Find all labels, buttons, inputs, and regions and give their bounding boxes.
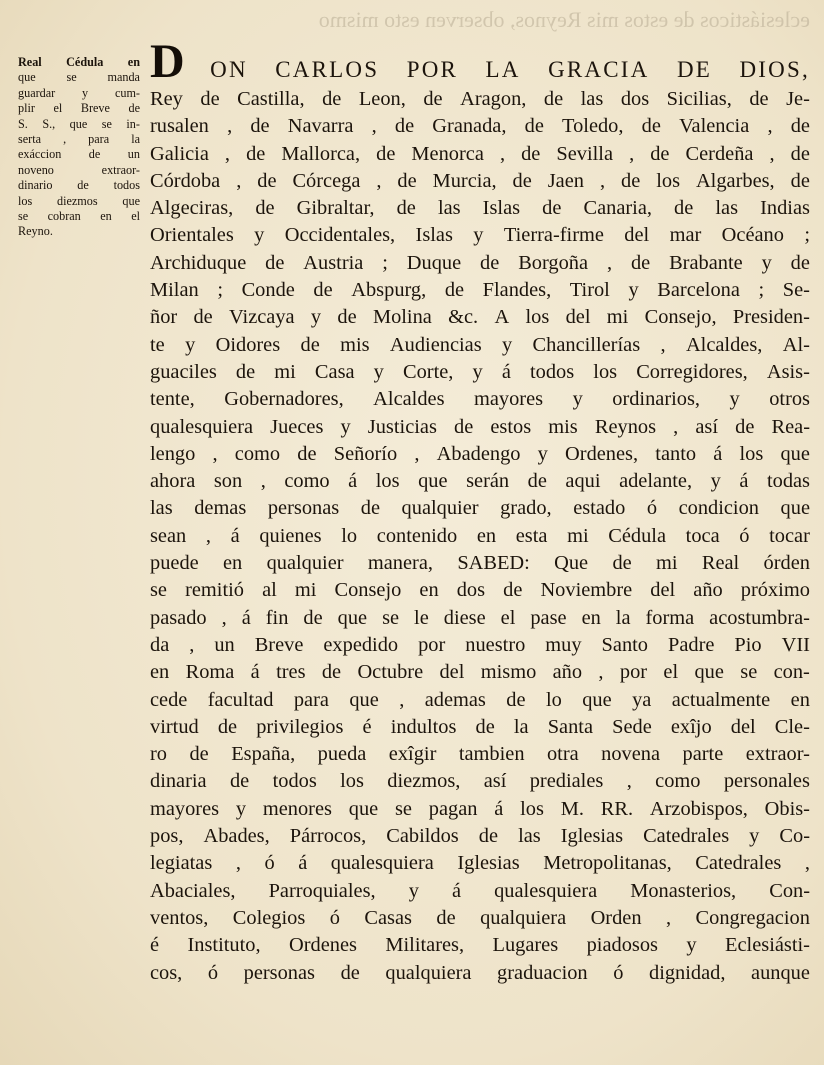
margin-note-line: se cobran en el [18,209,140,224]
text-line: cede facultad para que , ademas de lo que ya actualmente en [150,688,810,711]
text-line: virtud de privilegios é indultos de la Santa Sede exîjo del Cle- [150,715,810,738]
first-line-word: DIOS, [739,57,810,82]
text-line: tente, Gobernadores, Alcaldes mayores y ordinarios, y otros [150,388,810,411]
margin-note-line: dinario de todos [18,178,140,193]
text-line: pos, Abades, Párrocos, Cabildos de las Iglesias Catedrales y Co- [150,825,810,848]
margin-note [18,55,140,240]
text-line: legiatas , ó á qualesquiera Iglesias Metropolitanas, Catedrales , [150,852,810,875]
text-line: ventos, Colegios ó Casas de qualquiera Orden , Congregacion [150,906,810,929]
text-line: Rey de Castilla, de Leon, de Aragon, de las dos Sicilias, de Je- [150,88,810,110]
text-line: pasado , á fin de que se le diese el pase en la forma acostumbra- [150,606,810,629]
main-text [150,35,810,987]
text-line: en Roma á tres de Octubre del mismo año , por el que se con- [150,661,810,684]
text-line: ahora son , como á los que serán de aqui adelante, y á todas [150,470,810,493]
first-line-word: ON [210,57,248,82]
text-line: da , un Breve expedido por nuestro muy Santo Padre Pio VII [150,633,810,656]
text-line: te y Oidores de mis Audiencias y Chancillerías , Alcaldes, Al- [150,333,810,356]
text-line: qualesquiera Jueces y Justicias de estos mis Reynos , así de Rea- [150,415,810,438]
text-line: rusalen , de Navarra , de Granada, de Toledo, de Valencia , de [150,115,810,138]
margin-note-line: noveno extraor- [18,162,140,177]
text-line: Córdoba , de Córcega , de Murcia, de Jaen , de los Algarbes, de [150,169,810,192]
margin-note-line: guardar y cum- [18,85,140,100]
first-line [150,35,810,88]
text-line: guaciles de mi Casa y Corte, y á todos los Corregidores, Asis- [150,360,810,383]
first-line-word: DE [676,57,712,82]
margin-note-line: S. S., que se in- [18,116,140,131]
margin-note-line: exáccion de un [18,147,140,162]
text-line: Orientales y Occidentales, Islas y Tierra-firme del mar Océano ; [150,224,810,247]
text-line: mayores y menores que se pagan á los M. RR. Arzobispos, Obis- [150,797,810,820]
text-line: ro de España, pueda exîgir tambien otra novena parte extraor- [150,743,810,766]
text-line: lengo , como de Señorío , Abadengo y Ordenes, tanto á los que [150,442,810,465]
text-line: Algeciras, de Gibraltar, de las Islas de Canaria, de las Indias [150,197,810,220]
first-line-word: POR [406,57,459,82]
first-line-word: LA [485,57,521,82]
text-line: cos, ó personas de qualquiera graduacion ó dignidad, aunque [150,961,810,984]
text-line: ñor de Vizcaya y de Molina &c. A los del mi Consejo, Presiden- [150,306,810,329]
margin-note-line: Real Cédula en [18,55,140,69]
margin-note-line: Reyno. [18,224,53,239]
drop-cap: D [150,35,185,88]
body-lines [150,86,810,987]
text-line: Milan ; Conde de Abspurg, de Flandes, Tirol y Barcelona ; Se- [150,279,810,302]
bleed-through-text: eclesiásticos de estos mis Reynos, observen esto mismo [318,7,810,32]
text-line: Galicia , de Mallorca, de Menorca , de Sevilla , de Cerdeña , de [150,142,810,165]
text-line: las demas personas de qualquier grado, estado ó condicion que [150,497,810,520]
margin-note-line: serta , para la [18,132,140,147]
margin-note-line: los diezmos que [18,193,140,208]
text-line: dinaria de todos los diezmos, así prediales , como personales [150,770,810,793]
first-line-word: GRACIA [548,57,650,82]
text-line: sean , á quienes lo contenido en esta mi Cédula toca ó tocar [150,524,810,547]
text-line: puede en qualquier manera, SABED: Que de mi Real órden [150,552,810,575]
margin-note-line: que se manda [18,70,140,85]
first-line-word: CARLOS [275,57,380,82]
text-line: Abaciales, Parroquiales, y á qualesquiera Monasterios, Con- [150,879,810,902]
text-line: é Instituto, Ordenes Militares, Lugares piadosos y Eclesiásti- [150,934,810,957]
margin-note-line: plir el Breve de [18,101,140,116]
text-line: Archiduque de Austria ; Duque de Borgoña , de Brabante y de [150,251,810,274]
text-line: se remitió al mi Consejo en dos de Noviembre del año próximo [150,579,810,602]
